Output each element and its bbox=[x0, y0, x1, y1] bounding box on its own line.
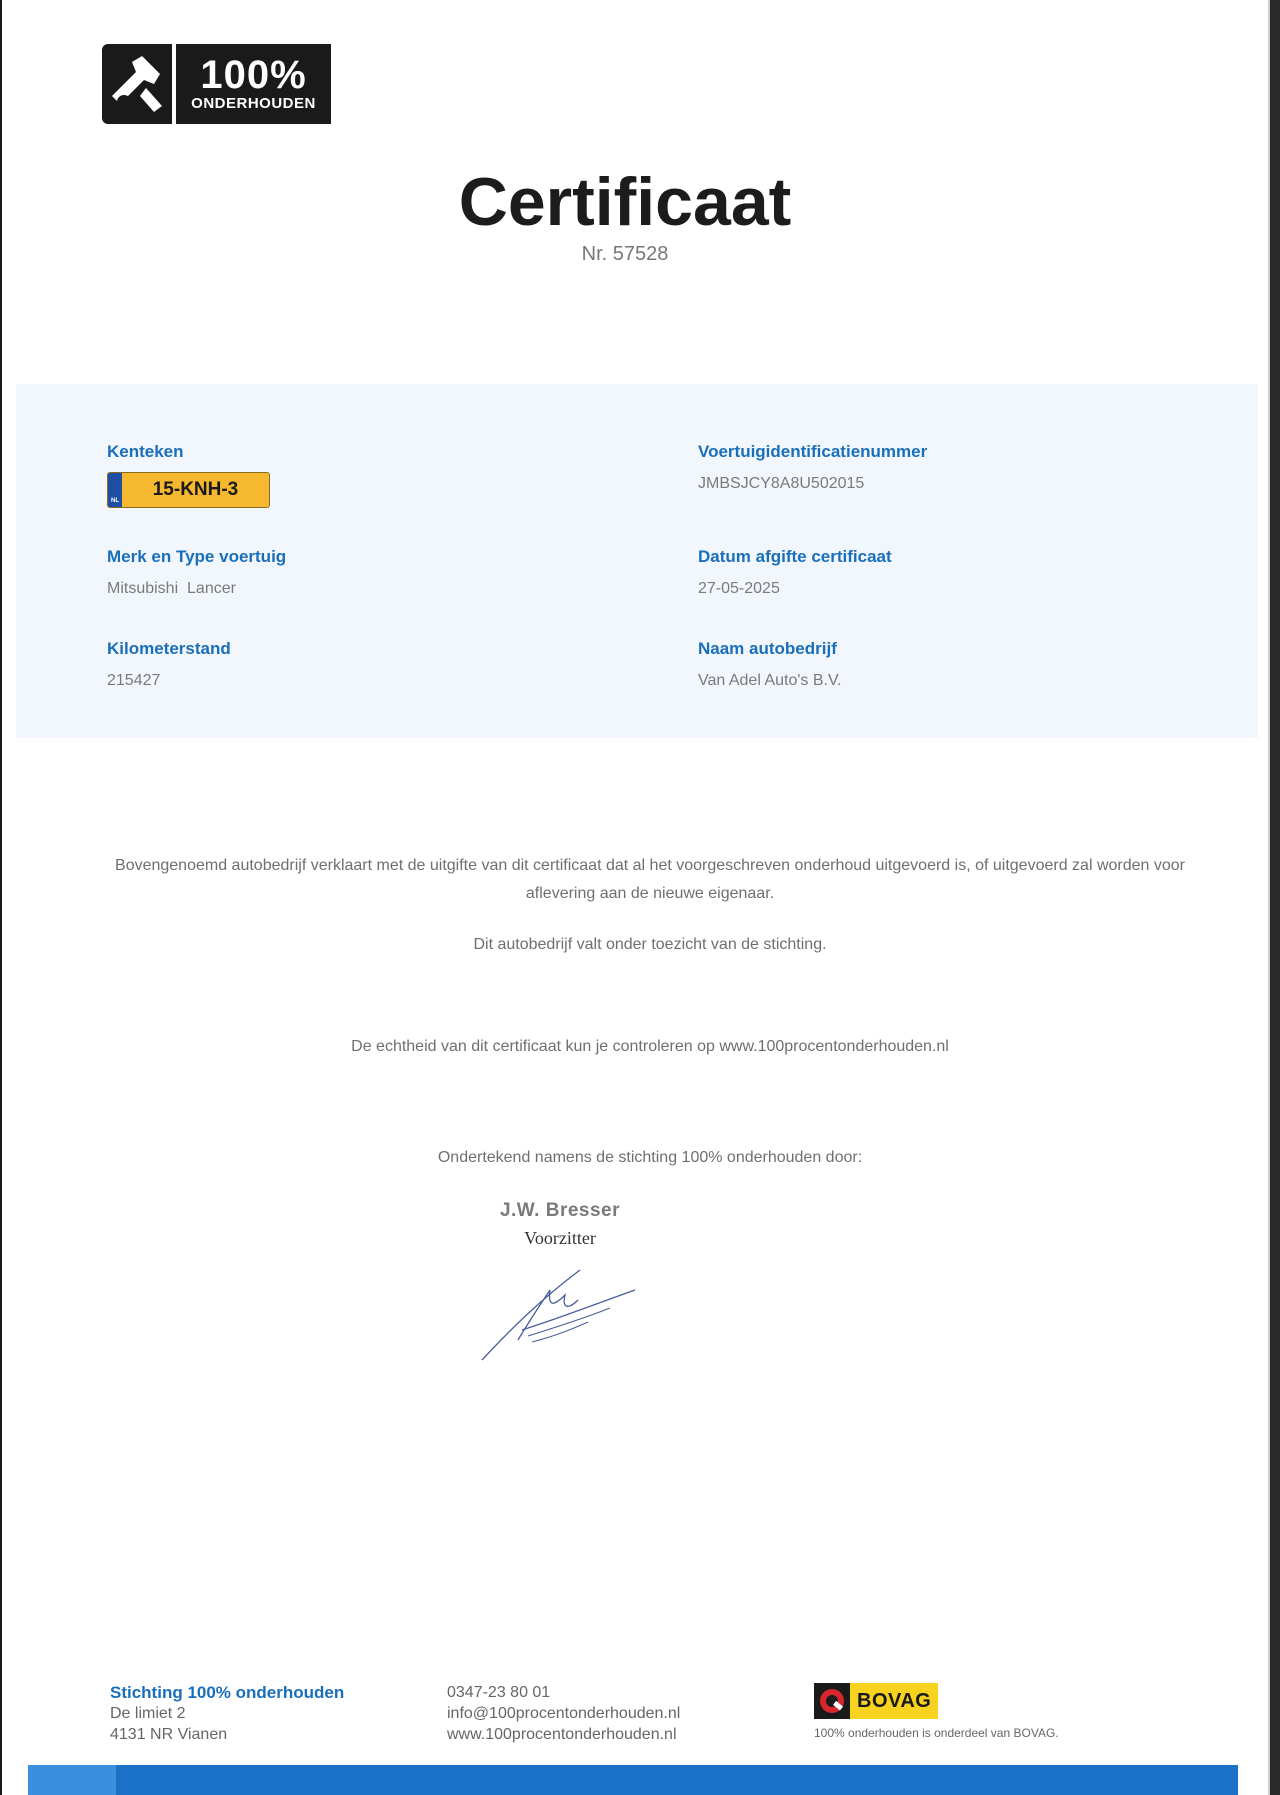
declaration-paragraph bbox=[40, 852, 1260, 908]
bovag-wordmark: BOVAG bbox=[850, 1683, 938, 1719]
footer-address-line-1: De limiet 2 bbox=[110, 1705, 186, 1722]
footer-website[interactable]: www.100procentonderhouden.nl bbox=[447, 1726, 677, 1743]
vin-label: Voertuigidentificatienummer bbox=[698, 442, 928, 461]
supervision-text: Dit autobedrijf valt onder toezicht van de stichting. bbox=[473, 936, 827, 953]
km-value: 215427 bbox=[107, 672, 161, 689]
vin-value: JMBSJCY8A8U502015 bbox=[698, 475, 865, 492]
page-border-left bbox=[0, 0, 2, 1795]
license-plate bbox=[107, 472, 270, 508]
footer-phone: 0347-23 80 01 bbox=[447, 1684, 551, 1701]
field-autobedrijf bbox=[698, 639, 842, 691]
footer-contact bbox=[447, 1682, 680, 1745]
page-border-right bbox=[1270, 0, 1280, 1795]
bovag-q-icon bbox=[814, 1683, 850, 1719]
kenteken-label: Kenteken bbox=[107, 442, 184, 461]
logo-big-text: 100% bbox=[200, 53, 307, 97]
signer-name: J.W. Bresser bbox=[499, 1200, 621, 1221]
datum-label: Datum afgifte certificaat bbox=[698, 547, 892, 566]
wrench-logo-icon bbox=[102, 44, 172, 124]
footer-org-name: Stichting 100% onderhouden bbox=[110, 1683, 345, 1702]
field-merk-type bbox=[107, 547, 286, 599]
page-title: Certificaat bbox=[458, 164, 792, 240]
logo-wordmark bbox=[176, 44, 331, 124]
merk-value: Mitsubishi Lancer bbox=[107, 580, 236, 597]
field-vin bbox=[698, 442, 927, 494]
field-kilometerstand bbox=[107, 639, 231, 691]
datum-value: 27-05-2025 bbox=[698, 580, 780, 597]
field-datum-afgifte bbox=[698, 547, 892, 599]
bedrijf-value: Van Adel Auto's B.V. bbox=[698, 672, 842, 689]
bedrijf-label: Naam autobedrijf bbox=[698, 639, 837, 658]
km-label: Kilometerstand bbox=[107, 639, 231, 658]
field-kenteken bbox=[107, 442, 270, 508]
declaration-line-1: Bovengenoemd autobedrijf verklaart met de uitgifte van dit certificaat dat al het voorgeschreven onderhoud uitgevoerd is, of uitgevoerd zal worden voor bbox=[115, 857, 1185, 874]
footer-bar bbox=[28, 1765, 1238, 1795]
footer-email[interactable]: info@100procentonderhouden.nl bbox=[447, 1705, 681, 1722]
signer-role: Voorzitter bbox=[524, 1228, 596, 1248]
signed-by-text: Ondertekend namens de stichting 100% onderhouden door: bbox=[437, 1149, 863, 1166]
footer-bar-accent bbox=[28, 1765, 116, 1795]
footer-address bbox=[110, 1682, 344, 1745]
declaration-line-2: aflevering aan de nieuwe eigenaar. bbox=[525, 885, 775, 902]
vehicle-info-panel bbox=[16, 384, 1258, 738]
plate-number: 15-KNH-3 bbox=[152, 479, 239, 500]
eu-strip bbox=[108, 473, 122, 507]
bovag-logo bbox=[814, 1683, 938, 1719]
logo-small-text: ONDERHOUDEN bbox=[191, 95, 316, 112]
footer-address-line-2: 4131 NR Vianen bbox=[110, 1726, 228, 1743]
authenticity-text: De echtheid van dit certificaat kun je controleren op www.100procentonderhouden.nl bbox=[351, 1038, 949, 1055]
brand-logo bbox=[102, 44, 331, 124]
merk-label: Merk en Type voertuig bbox=[107, 547, 287, 566]
plate-country-code: NL bbox=[111, 498, 119, 504]
bovag-caption: 100% onderhouden is onderdeel van BOVAG. bbox=[814, 1726, 1059, 1740]
certificate-number: Nr. 57528 bbox=[581, 243, 669, 265]
signature-image bbox=[470, 1260, 650, 1370]
